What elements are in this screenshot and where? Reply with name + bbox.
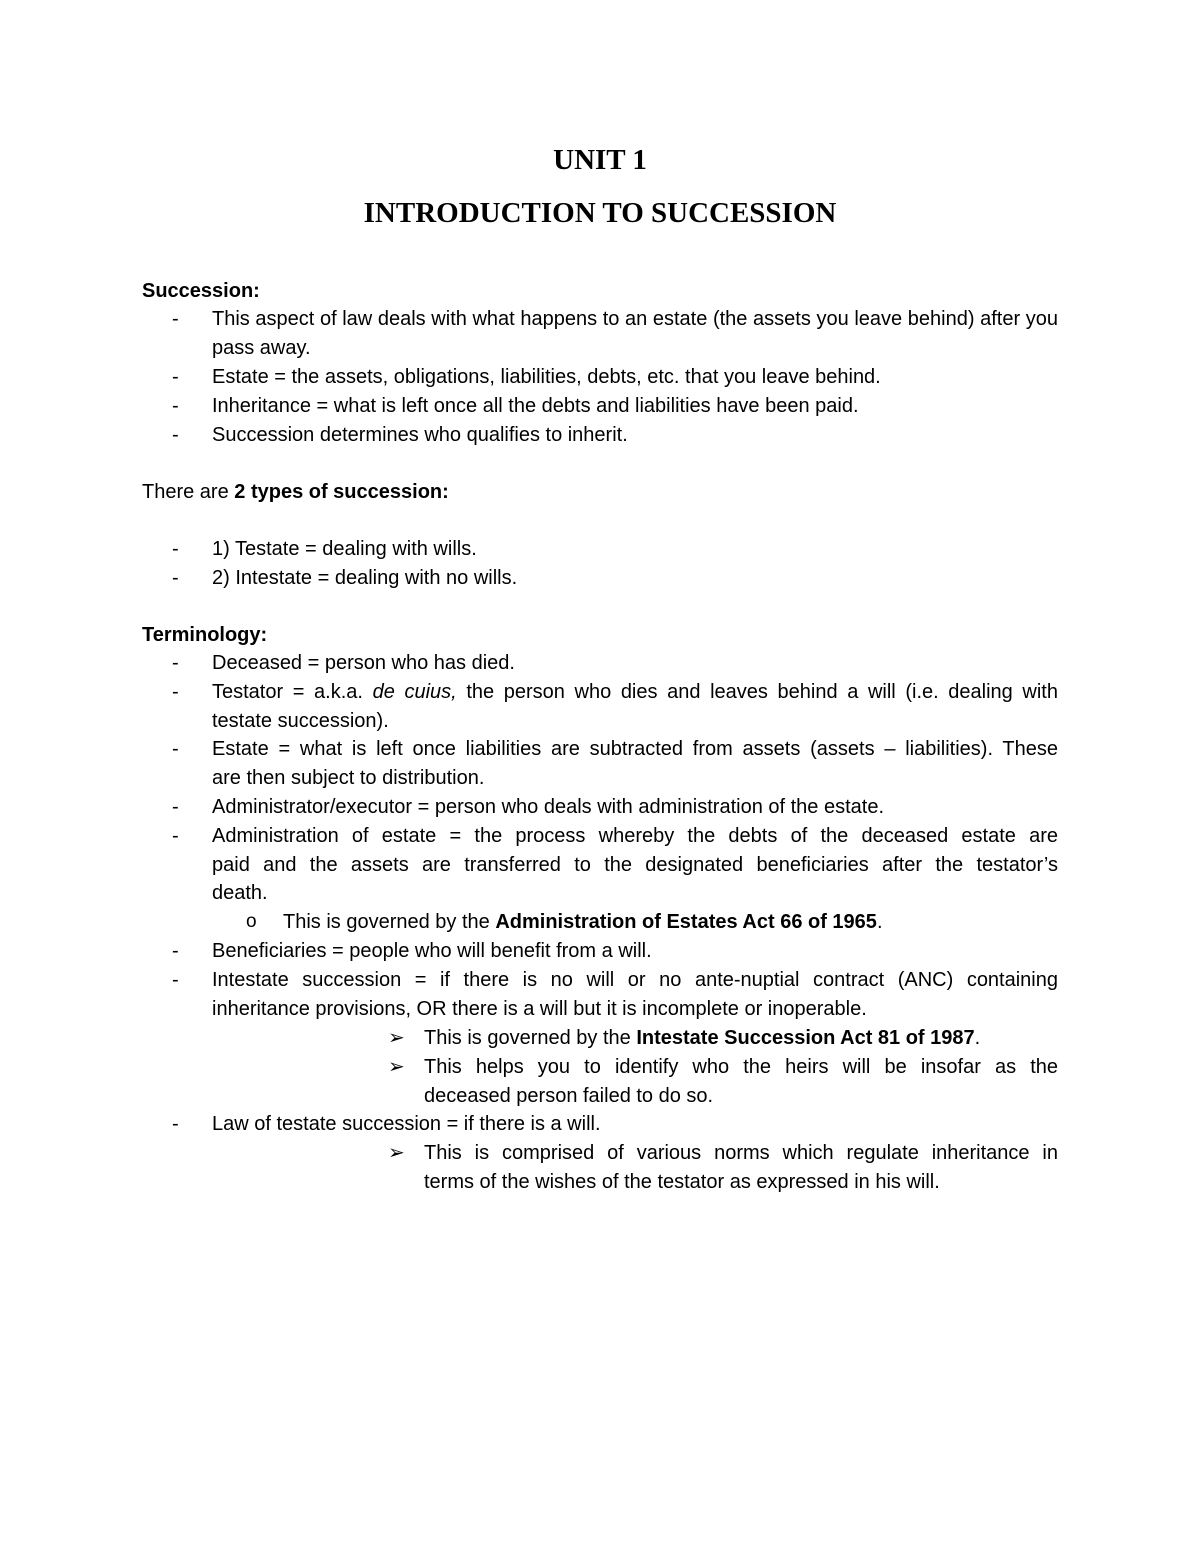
act-name: Intestate Succession Act 81 of 1987	[636, 1027, 975, 1049]
dash-bullet: -	[172, 738, 179, 760]
dash-bullet: -	[172, 366, 179, 388]
dash-bullet: -	[172, 308, 179, 330]
sub-suffix: .	[876, 911, 883, 933]
list-item-text	[212, 735, 1058, 792]
estate-line-2: are then subject to distribution.	[212, 766, 485, 789]
unit-title: UNIT 1	[553, 144, 647, 176]
dash-bullet: -	[172, 825, 179, 847]
intestate-line-2: inheritance provisions, OR there is a will but it is incomplete or inoperable.	[212, 997, 867, 1020]
types-intro	[142, 478, 449, 506]
dash-bullet: -	[172, 652, 179, 674]
dash-bullet: -	[172, 567, 179, 589]
heirs-line-2: deceased person failed to do so.	[424, 1084, 714, 1107]
list-item-text: Succession determines who qualifies to inherit.	[212, 424, 628, 446]
list-item-text	[212, 966, 1058, 1023]
estate-line-1: Estate = what is left once liabilities are subtracted from assets (assets – liabilities). These	[212, 738, 1058, 760]
arrow-bullet-icon: ➢	[388, 1142, 405, 1164]
list-item-text: Inheritance = what is left once all the debts and liabilities have been paid.	[212, 395, 859, 417]
administration-line-2: paid and the assets are transferred to the designated beneficiaries after the testator’s	[212, 853, 1058, 876]
list-item-text: Law of testate succession = if there is a will.	[212, 1113, 601, 1135]
types-intro-prefix: There are	[142, 481, 235, 503]
act-name: Administration of Estates Act 66 of 1965	[495, 911, 877, 933]
types-intro-bold: 2 types of succession:	[234, 481, 449, 503]
sub-suffix: .	[974, 1027, 981, 1049]
succession-heading: Succession:	[142, 280, 260, 302]
testator-line-2: testate succession).	[212, 709, 389, 732]
norms-line-2: terms of the wishes of the testator as expressed in his will.	[424, 1170, 940, 1193]
list-item-text	[212, 822, 1058, 908]
arrow-bullet-icon: ➢	[388, 1027, 405, 1049]
arrow-list-item-text	[424, 1053, 1058, 1110]
administration-line-3: death.	[212, 882, 268, 905]
norms-line-1: This is comprised of various norms which regulate inheritance in	[424, 1142, 1058, 1164]
dash-bullet: -	[172, 1113, 179, 1135]
sub-prefix: This is governed by the	[283, 911, 496, 933]
sub-list-item-text	[283, 908, 1058, 937]
dash-bullet: -	[172, 424, 179, 446]
dash-bullet: -	[172, 681, 179, 703]
sub-prefix: This is governed by the	[424, 1027, 637, 1049]
dash-bullet: -	[172, 969, 179, 991]
dash-bullet: -	[172, 395, 179, 417]
testator-rest: the person who dies and leaves behind a will (i.e. dealing with	[456, 681, 1058, 703]
testator-italic: de cuius,	[372, 681, 457, 703]
document-title: INTRODUCTION TO SUCCESSION	[363, 197, 837, 229]
list-item-text: Deceased = person who has died.	[212, 652, 515, 674]
dash-bullet: -	[172, 538, 179, 560]
administration-line-1: Administration of estate = the process whereby the debts of the deceased estate are	[212, 825, 1058, 847]
arrow-list-item-text	[424, 1139, 1058, 1196]
dash-bullet: -	[172, 796, 179, 818]
intestate-line-1: Intestate succession = if there is no will or no ante-nuptial contract (ANC) containing	[212, 969, 1058, 991]
list-item-text: Estate = the assets, obligations, liabilities, debts, etc. that you leave behind.	[212, 366, 881, 388]
list-item-text: 2) Intestate = dealing with no wills.	[212, 567, 518, 589]
terminology-heading: Terminology:	[142, 624, 268, 646]
testator-line-1	[212, 678, 1058, 707]
dash-bullet: -	[172, 940, 179, 962]
list-item-text: This aspect of law deals with what happens to an estate (the assets you leave behind) after you pass away.	[212, 308, 1058, 359]
heirs-line-1: This helps you to identify who the heirs will be insofar as the	[424, 1056, 1058, 1078]
testator-prefix: Testator = a.k.a.	[212, 681, 373, 703]
arrow-list-item-text	[424, 1024, 1058, 1053]
list-item-text	[212, 678, 1058, 735]
circle-bullet-icon: o	[246, 911, 257, 932]
list-item-text: 1) Testate = dealing with wills.	[212, 538, 477, 560]
list-item-text: Administrator/executor = person who deals with administration of the estate.	[212, 796, 885, 818]
list-item-text: Beneficiaries = people who will benefit from a will.	[212, 940, 652, 962]
arrow-bullet-icon: ➢	[388, 1056, 405, 1078]
